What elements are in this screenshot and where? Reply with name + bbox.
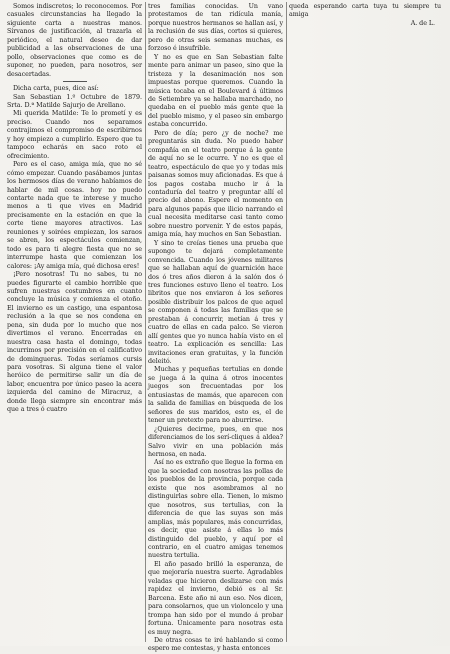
paragraph-y-sino: Y sino te creías tienes una prueba que supongo te dejará completamente convencida. Cuando los jóvenes militares que se hallaban aquí de guarnición hace dos ó tres años dieron á la salón dos ó tres funciones estuvo lleno el teatro. Los libritos que nos enviaron á los señores posible distribuir los palcos de que aquel se componen á todas las familias que se prestaban á concurrir, metían á tres y cuatro de ellas en cada palco. Se vieron allí gentes que yo nunca había visto en el teatro. La explicación es sencilla: Las invitaciones eran gratuitas, y la función deleitó. <box>148 239 283 366</box>
letter-dateline: San Sebastian 1.º Octubre de 1879. Srta. D.ª Matilde Sajurjo de Arellano. <box>7 93 142 109</box>
section-divider <box>63 81 87 82</box>
signature: A. de L. <box>410 19 435 27</box>
paragraph-continuation: tres familias conocidas. Un vano protestamos de tan ridícula manía, porque nuestros hermanos se hallan así, y la reclusión de sus días, cortos si quieres, pero de otras seis semanas muchas, es forzoso é insufrible. <box>148 3 283 53</box>
column-rule-left <box>145 2 146 642</box>
paragraph-pero-es-el-caso: Pero es el caso, amiga mía, que no sé cómo empezar. Cuando pasábamos juntas los hermosos días de verano habíamos de hablar de mil cosas. hoy no puedo contarte nada que te interese y mucho menos a ti que vives en Madrid precisamente en la estación en que la corte tiene mayores atractivos. Las reuniones y soirées empiezan, los saraos se abren, los espectáculos comienzan, todo es para ti alegre fiesta que no se interrumpe hasta que comienzan los calores: ¡Ay amiga mía, qué dichosa eres! <box>7 161 142 270</box>
paragraph-quieres-decirme: ¿Quieres decirme, pues, en que nos diferenciamos de los serí-cliques á aldea? Salvo vivir en una población más hermosa, en nada. <box>148 425 283 459</box>
column-rule-right <box>286 2 287 642</box>
paragraph-dicha-carta: Dicha carta, pues, dice así: <box>13 85 99 93</box>
paragraph-y-no-es: Y no es que en San Sebastian falte mente para animar un paseo, sino que la tristeza y la desanimación nos son impuestas porque queremos. Cuando la música tocaba en el Boulevard á últimos de Setiembre ya se hallaba marchado, no quedaba en el pueblo más gente que la del pueblo mismo, y el paseo sin embargo estaba concurrido. <box>148 53 283 129</box>
paragraph-tertulias: Muchas y pequeñas tertulias en donde se juega á la quina á otros inocentes juegos son frecuentadas por los entusiastas de mamás, que aparecen con la salida de familias en búsqueda de los señores de sus maridos, esto es, el de tener un pretexto para no aburrirse. <box>148 366 283 425</box>
paragraph-asi-no-es: Así no es extraño que llegue la forma en que la sociedad con nosotras las pollas de los pueblos de la provincia, porque cada existe que nos asombramos al no distinguirlas sobre ella. Tienen, lo mismo que nosotros, sus tertulias, con la diferencia de que las suyas son más amplias, más populares, más concurridas, es decir, que asiste á ellas lo más distinguido del pueblo, y aquí por el contrario, en el cuatro amigas tenemos nuestra tertulia. <box>148 459 283 560</box>
paragraph-closing: queda esperando carta tuya tu siempre tu amiga <box>289 3 441 19</box>
right-column <box>289 3 441 28</box>
paragraph-de-otras-cosas: De otras cosas te iré hablando si como espero me contestas, y hasta entonces <box>148 636 283 653</box>
paragraph-salutation: Mi querida Matilde: Te lo prometí y es preciso. Cuando nos separamos contrajimos el compromiso de escribirnos y hoy empiezo a cumplirlo. Espero que tu tampoco echarás en saco roto el ofrecimiento. <box>7 110 142 160</box>
left-column <box>7 3 142 415</box>
paragraph-intro: Somos indiscretos; lo reconocemos. Por casuales circunstancias ha llegado la siguiente carta a nuestras manos. Sírvanos de justificación, al trazarla el periódico, el natural deseo de dar publicidad a las observaciones de una pollo, observaciones que como es de suponer, no pueden, para nosotros, ser desacertadas. <box>7 3 142 78</box>
paragraph-pero-nosotras: ¡Pero nosotras! Tu no sabes, tu no puedes figurarte el cambio horrible que sufren nuestras costumbres en cuanto concluye la música y comienza el otoño. El invierno es un castigo, una espantosa reclusión a la que se nos condena en pena, sin duda por lo mucho que nos divertimos el verano. Encerradas en nuestra casa hasta el domingo, todas incurrimos por precisión en el calificativo de domingueras. Todas seríamos cursis para vosotras. Si alguna tiene el valor heróico de permitirse salir un día de labor, encuentra por único paseo la acera izquierda del camino de Miracruz, a donde llega siempre sin encontrar más que a tres ó cuatro <box>7 271 142 414</box>
middle-column <box>148 3 283 654</box>
paragraph-pero-de-dia: Pero de día; pero ¿y de noche? me preguntarás sin duda. No puedo haber compañía en el teatro porque á la gente de aquí no se le ocurre. Y no es que el teatro, espectáculo de que yo y todas mis paisanas somos muy aficionadas. Es que á los pagos costaba mucho ir á la contaduría del teatro y preguntar allí el precio del abono. Espere el momento en para algunos papás que ilicio narrando el cual necesita meditarse casi tanto como sobre nuestro porvenir. Y de estos papás, amiga mía, hay muchos en San Sebastian. <box>148 129 283 239</box>
paragraph-el-ano-pasado: El año pasado brilló la esperanza, de que mejoraría nuestra suerte. Agradables veladas que hicieron deslizarse con más rapidez el invierno, debió es al Sr. Barcena. Este año ni aun eso. Nos dicen, para consolarnos, que un violoncelo y una trompa han sido por el mundo á probar fortuna. Únicamente para nosotras esta es muy negra. <box>148 560 283 636</box>
